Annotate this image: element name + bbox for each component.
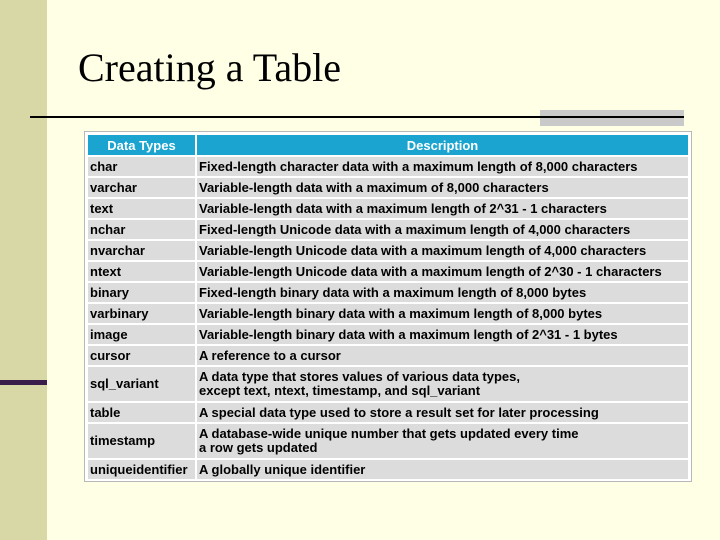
description-cell: Fixed-length Unicode data with a maximum length of 4,000 characters (197, 220, 688, 239)
data-type-cell: sql_variant (88, 367, 195, 401)
description-cell (197, 367, 688, 401)
table-row (88, 283, 688, 302)
data-type-cell: char (88, 157, 195, 176)
data-type-cell: image (88, 325, 195, 344)
description-line: A data type that stores values of various data types, (199, 369, 521, 384)
slide-title: Creating a Table (78, 45, 342, 90)
data-type-cell: varchar (88, 178, 195, 197)
description-cell: Variable-length binary data with a maximum length of 2^31 - 1 bytes (197, 325, 688, 344)
table-row (88, 241, 688, 260)
description-line: except text, ntext, timestamp, and sql_variant (199, 383, 481, 398)
table-row (88, 220, 688, 239)
table-row (88, 403, 688, 422)
title-underline (30, 116, 684, 118)
table-row (88, 262, 688, 281)
description-cell: Variable-length data with a maximum of 8,000 characters (197, 178, 688, 197)
table-row (88, 424, 688, 458)
description-cell: Variable-length Unicode data with a maximum length of 2^30 - 1 characters (197, 262, 688, 281)
table-row (88, 157, 688, 176)
table-row (88, 304, 688, 323)
description-cell: Variable-length data with a maximum length of 2^31 - 1 characters (197, 199, 688, 218)
description-cell (197, 424, 688, 458)
data-type-cell: table (88, 403, 195, 422)
data-types-table (86, 133, 690, 481)
description-cell: Variable-length binary data with a maximum length of 8,000 bytes (197, 304, 688, 323)
table-row (88, 367, 688, 401)
description-cell: Variable-length Unicode data with a maximum length of 4,000 characters (197, 241, 688, 260)
data-type-cell: nchar (88, 220, 195, 239)
header-data-types: Data Types (88, 135, 195, 155)
description-cell: A reference to a cursor (197, 346, 688, 365)
data-type-cell: binary (88, 283, 195, 302)
data-type-cell: cursor (88, 346, 195, 365)
description-cell: A globally unique identifier (197, 460, 688, 479)
header-description: Description (197, 135, 688, 155)
table-row (88, 460, 688, 479)
table-header-row (88, 135, 688, 155)
data-type-cell: text (88, 199, 195, 218)
table-row (88, 178, 688, 197)
left-dark-accent (0, 380, 47, 385)
description-cell: A special data type used to store a result set for later processing (197, 403, 688, 422)
data-type-cell: timestamp (88, 424, 195, 458)
description-line: A database-wide unique number that gets updated every time (199, 426, 579, 441)
data-type-cell: uniqueidentifier (88, 460, 195, 479)
description-cell: Fixed-length character data with a maximum length of 8,000 characters (197, 157, 688, 176)
table-row (88, 325, 688, 344)
description-line: a row gets updated (199, 440, 318, 455)
data-type-cell: varbinary (88, 304, 195, 323)
table-row (88, 346, 688, 365)
data-type-cell: ntext (88, 262, 195, 281)
left-decorative-bar (0, 0, 47, 540)
description-cell: Fixed-length binary data with a maximum length of 8,000 bytes (197, 283, 688, 302)
title-accent-block (540, 110, 684, 126)
data-type-cell: nvarchar (88, 241, 195, 260)
table-row (88, 199, 688, 218)
data-types-table-frame (84, 131, 692, 482)
